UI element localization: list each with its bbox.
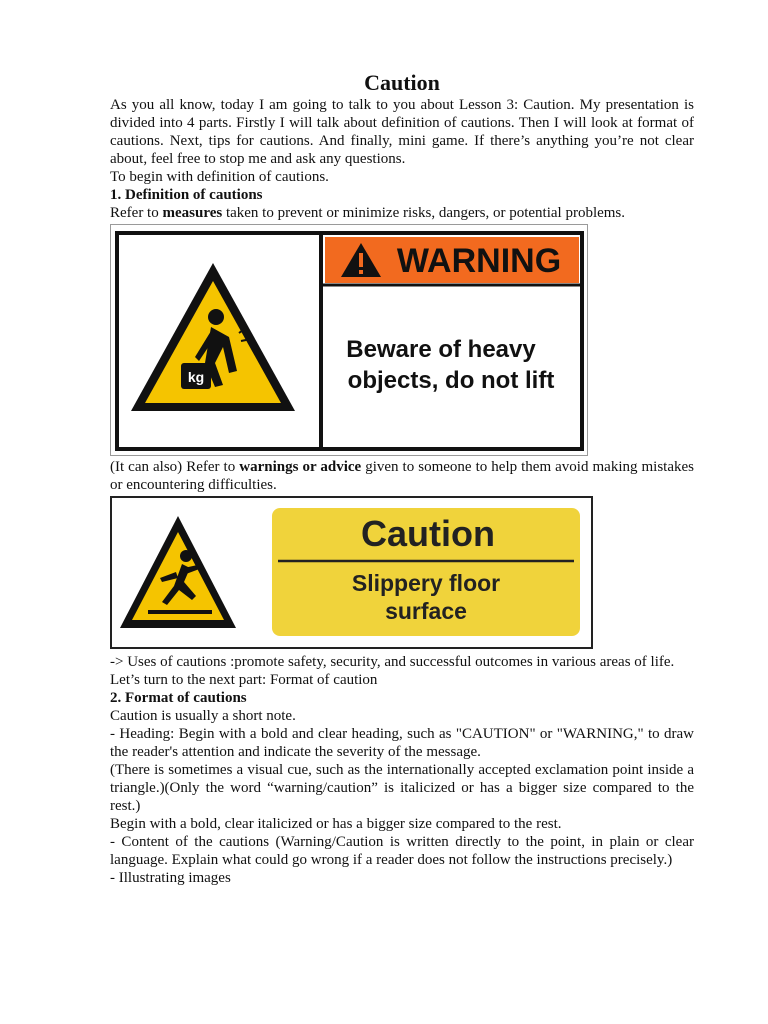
next-part-text: Let’s turn to the next part: Format of caution (110, 672, 378, 688)
warning-sign-image (110, 224, 588, 456)
page-title: Caution (364, 70, 440, 95)
section1-heading: 1. Definition of cautions (110, 187, 263, 203)
format-line: - Content of the cautions (Warning/Caution is written directly to the point, in plain or clear language. Explain what could go wrong if a reader does not follow the instructions precisely.) (110, 834, 694, 868)
warning-line2: objects, do not lift (347, 367, 555, 394)
warning-line1: Beware of heavy (346, 336, 536, 363)
format-line: Caution is usually a short note. (110, 708, 296, 724)
caution-line2: surface (385, 598, 467, 624)
slippery-floor-triangle-icon (120, 516, 236, 628)
caution-sign-graphic (112, 498, 591, 647)
document-middle (110, 458, 694, 494)
document-top (110, 70, 694, 222)
format-line: (There is sometimes a visual cue, such as the internationally accepted exclamation point inside a triangle.)(Only the word “warning/caution” is italicized or has a bigger size compared to the rest.) (110, 762, 694, 814)
weight-label: kg (187, 369, 205, 385)
warning-header-text: WARNING (396, 242, 562, 280)
format-line: - Illustrating images (110, 870, 231, 886)
section2-heading: 2. Format of cautions (110, 690, 247, 706)
also-definition-text: (It can also) Refer to warnings or advice given to someone to help them avoid making mistakes or encountering difficulties. (110, 459, 695, 493)
caution-line1: Slippery floor (351, 570, 501, 596)
warning-sign-graphic (111, 225, 587, 455)
caution-header-text: Caution (361, 513, 495, 554)
intro-transition: To begin with definition of cautions. (110, 169, 329, 185)
uses-text: -> Uses of cautions :promote safety, security, and successful outcomes in various areas of life. (110, 654, 675, 670)
format-line: - Heading: Begin with a bold and clear heading, such as "CAUTION" or "WARNING," to draw the reader's attention and indicate the severity of the message. (110, 726, 694, 760)
intro-paragraph: As you all know, today I am going to talk to you about Lesson 3: Caution. My presentation is divided into 4 parts. Firstly I will talk about definition of cautions. Then I will look at format of cautions. Next, tips for cautions. And finally, mini game. If there’s anything you’re not clear about, feel free to stop me and ask any questions. (110, 97, 694, 167)
format-line: Begin with a bold, clear italicized or has a bigger size compared to the rest. (110, 816, 562, 832)
document-bottom (110, 653, 694, 887)
caution-sign-image (110, 496, 593, 649)
definition-text: Refer to measures taken to prevent or minimize risks, dangers, or potential problems. (110, 205, 626, 221)
